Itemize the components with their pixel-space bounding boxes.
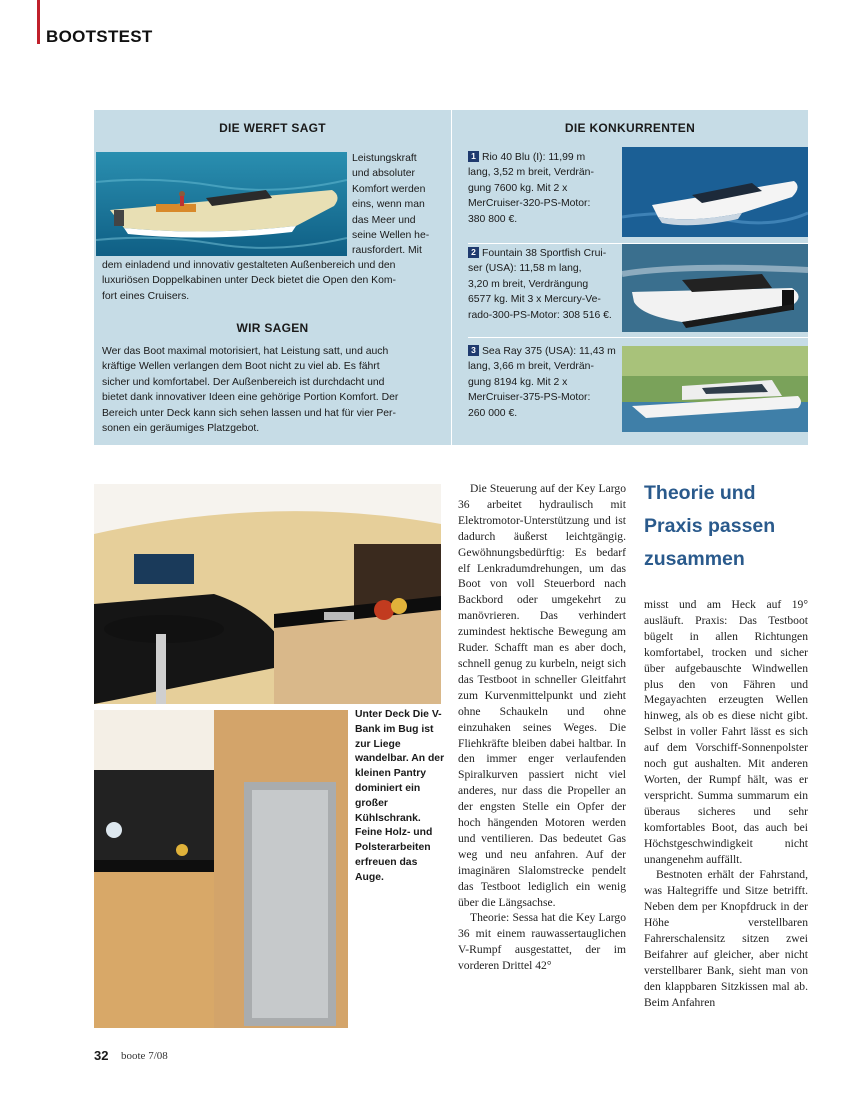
competitor-line: MerCruiser-375-PS-Motor: (468, 392, 591, 404)
competitor-line: 3,20 m breit, Verdrängung (468, 278, 589, 290)
competitor-3-text (468, 344, 620, 421)
headline-line: Praxis passen (644, 515, 776, 537)
competitor-line: Rio 40 Blu (I): 11,99 m (482, 152, 586, 163)
competitor-divider (468, 337, 808, 338)
werft-line: rausfordert. Mit (352, 245, 422, 257)
competitor-line: 260 000 €. (468, 407, 518, 419)
we-line: bietet dank innovativer Ideen eine gehörige Portion Komfort. Der (102, 392, 399, 404)
section-label: BOOTSTEST (46, 27, 153, 46)
werft-line: fort eines Cruisers. (102, 290, 190, 302)
competitor-line: Fountain 38 Sportfish Crui- (482, 248, 607, 259)
werft-line: seine Wellen he- (352, 230, 430, 242)
werft-line: dem einladend und innovativ gestalteten Außenbereich und den (102, 260, 396, 271)
competitor-number: 1 (468, 151, 479, 162)
we-line: Wer das Boot maximal motorisiert, hat Leistung satt, und auch (102, 346, 389, 357)
werft-line: luxuriösen Doppelkabinen unter Deck bietet die Open den Kom- (102, 275, 397, 287)
competitor-2-text (468, 246, 620, 323)
caption-lead: Unter Deck (355, 709, 410, 720)
competitor-number: 2 (468, 247, 479, 258)
article-paragraph: Theorie: Sessa hat die Key Largo 36 mit einem rauwassertauglichen V-Rumpf ausgestattet, der im vorderen Drittel 42° (458, 911, 626, 973)
article-headline (644, 477, 814, 576)
sessa-boat-photo (96, 152, 347, 256)
competitor-number: 3 (468, 345, 479, 356)
competitor-1-text (468, 150, 620, 227)
competitor-line: gung 7600 kg. Mit 2 x (468, 182, 568, 194)
sea-ray-375-photo (622, 346, 808, 432)
photo-caption (355, 708, 445, 886)
competitor-line: 380 800 €. (468, 213, 518, 225)
werft-line: Leistungskraft (352, 153, 417, 164)
interior-salon-photo (94, 484, 441, 704)
werft-text-wrap (352, 151, 448, 259)
interior-pantry-photo (94, 710, 348, 1028)
werft-line: das Meer und (352, 214, 416, 226)
werft-heading: DIE WERFT SAGT (219, 121, 326, 135)
page-number: 32 (94, 1048, 109, 1063)
article-paragraph: misst und am Heck auf 19° ausläuft. Praxis: Das Testboot bügelt in allen Richtungen komfortabel, trocken und sicher über aufgebauschte Windwellen plus den von Fähren und Megayachten erzeugten Wellen hinweg, als ob es diese nicht gibt. Selbst in voller Fahrt lässt es sich auf dem Vorschiff-Sonnenpolster noch gut aushalten. Mit anderen Worten, der Rumpf hält, was er verspricht. Summa summarum ein überaus sicheres und sehr komfortables Boot, das auch bei Höchstgeschwindigkeit nicht unangenehm auffällt. (644, 598, 808, 866)
competitor-line: rado-300-PS-Motor: 308 516 €. (468, 309, 612, 321)
competitor-line: lang, 3,52 m breit, Verdrän- (468, 167, 594, 179)
rio-40-blu-photo (622, 147, 808, 237)
competitor-line: ser (USA): 11,58 m lang, (468, 263, 582, 275)
competitor-line: 6577 kg. Mit 3 x Mercury-Ve- (468, 294, 601, 306)
competitor-line: lang, 3,66 m breit, Verdrän- (468, 361, 594, 373)
werft-text-full (102, 258, 447, 304)
article-paragraph: Bestnoten erhält der Fahrstand, was Haltegriffe und Sitze betrifft. Neben dem per Knopfdruck in der Höhe verstellbaren Fahrerschalensitz sitzen zwei Beifahrer auf gleicher, aber nicht verstellbarer Bank, sieht man von den klappbaren Sitzkissen mal ab. Beim Anfahren (644, 868, 808, 1009)
article-column-3 (644, 597, 808, 1011)
we-line: kräftige Wellen verlangen dem Boot nicht zu viel ab. Es fährt (102, 361, 380, 373)
wir-sagen-heading: WIR SAGEN (236, 321, 309, 335)
section-accent-bar (37, 0, 40, 44)
article-column-2 (458, 481, 626, 974)
we-line: sicher und komfortabel. Der Außenbereich ist durchdacht und (102, 376, 385, 388)
competitor-line: MerCruiser-320-PS-Motor: (468, 198, 591, 210)
werft-line: Komfort werden (352, 183, 426, 195)
competitor-line: Sea Ray 375 (USA): 11,43 m (482, 346, 616, 357)
fountain-38-photo (622, 244, 808, 332)
we-line: Bereich unter Deck kann sich sehen lassen und hat für vier Per- (102, 407, 396, 419)
caption-text: Die V-Bank im Bug ist zur Liege wandelbar. An der kleinen Pantry dominiert ein großer Kühlschrank. Feine Holz- und Polsterarbeiten erfreuen das Auge. (355, 709, 445, 883)
article-paragraph: Die Steuerung auf der Key Largo 36 arbeitet hydraulisch mit Elektromotor-Unterstützung und ist dadurch äußerst leichtgängig. Gewöhnungsbedürftig: Es bedarf elf Lenkradumdrehungen, um das Boot von voll Steuerbord nach Backbord oder umgekehrt zu manövrieren. Das verhindert zumindest hektische Bewegung am Ruder. Schafft man es aber doch, schnell genug zu kurbeln, neigt sich das Testboot in schneller Gleitfahrt zum Kurvenmittelpunkt und zieht ohne Schaukeln und ohne einzuhaken seines Weges. Die Fliehkräfte bleiben dabei haltbar. In den immer enger verlaufenden Spiralkurven passiert nicht viel anderes, nur dass die Propeller an der engsten Stelle ein Opfer der hoch hängenden Motoren werden und ventilieren. Das bedeutet Gas weg und neu anfahren. Auf der imaginären Slalomstrecke pendelt das Testboot lediglich ein wenig über die Längsachse. (458, 482, 626, 909)
info-box-divider (451, 110, 452, 445)
competitor-line: gung 8194 kg. Mit 2 x (468, 376, 568, 388)
werft-line: und absoluter (352, 168, 415, 180)
wir-sagen-text (102, 344, 447, 436)
werft-line: eins, wenn man (352, 199, 425, 211)
konkurrenten-heading: DIE KONKURRENTEN (564, 121, 696, 135)
magazine-issue: boote 7/08 (121, 1050, 168, 1062)
headline-line: zusammen (644, 548, 745, 570)
we-line: sonen ein geräumiges Platzgebot. (102, 423, 260, 435)
headline-line: Theorie und (644, 482, 756, 504)
